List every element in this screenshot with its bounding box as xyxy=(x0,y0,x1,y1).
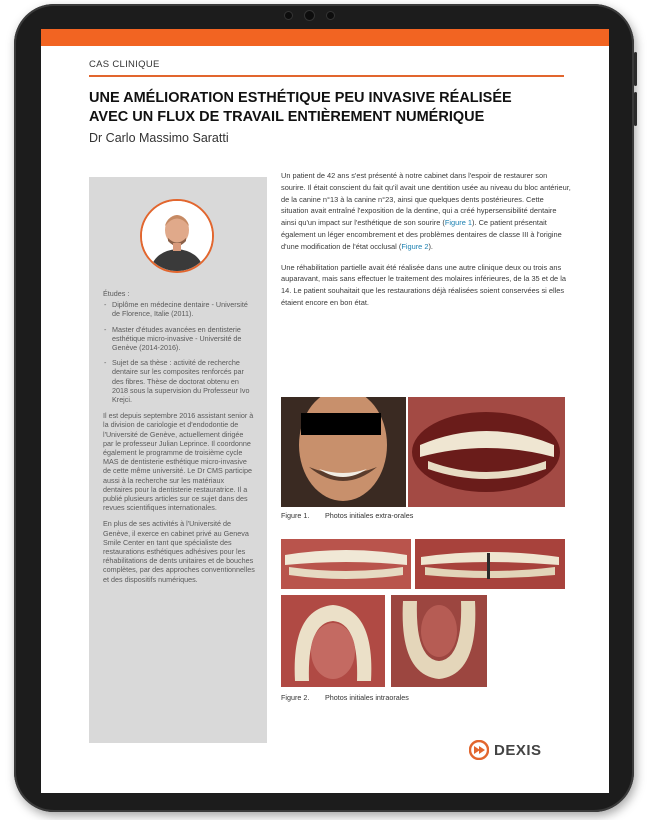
lower-arch-icon xyxy=(391,595,487,687)
figure-2-photo-upper-arch xyxy=(281,595,385,687)
dexis-logo-icon xyxy=(469,740,489,760)
lateral-teeth-icon xyxy=(415,539,565,589)
author-portrait-icon xyxy=(142,201,212,271)
article-title xyxy=(89,89,589,127)
figure-2-photo-frontal xyxy=(281,539,411,589)
volume-up-button[interactable] xyxy=(634,52,637,86)
title-line-1: UNE AMÉLIORATION ESTHÉTIQUE PEU INVASIVE RÉALISÉE xyxy=(89,90,512,106)
body-paragraph-2: Une réhabilitation partielle avait été réalisée dans une autre clinique deux ou trois ans auparavant, mais sans effectuer le traitement des molaires inférieures, de la 35 et de la 14. Le patient souhaitait que les restaurations déjà réalisées soient conservées si elles étaient encore en bon état. xyxy=(281,262,566,307)
front-sensor xyxy=(326,11,335,20)
figure-1-caption xyxy=(281,511,413,520)
studies-list xyxy=(103,300,255,404)
body-text-run: ). xyxy=(428,241,433,251)
figure-1-photo-face xyxy=(281,397,406,507)
volume-down-button[interactable] xyxy=(634,92,637,126)
author-avatar xyxy=(140,199,214,273)
body-text-run: Un patient de 42 ans s'est présenté à notre cabinet dans l'espoir de restaurer son sourire. Il était conscient du fait qu'il avait une dentition usée au niveau du bloc antérieur, de la canine n°13 à la canine n°23, ainsi que quelques dents postérieures. Cette situation avait entraîné l'exposition de la dentine, qui a créé hypersensibilité dentaire ainsi qu'un impact sur l'esthétique de son sourire ( xyxy=(281,171,571,228)
dexis-logo-text: DEXIS xyxy=(494,741,542,759)
body-text-run: ). Ce patient présentait également un léger encombrement et des problèmes dentaires de classe III à l'origine d'une modification de l'état occlusal ( xyxy=(281,218,562,251)
upper-arch-icon xyxy=(281,595,385,687)
figure-1-number: Figure 1. xyxy=(281,511,310,520)
figure-2-caption-text: Photos initiales intraorales xyxy=(325,693,409,702)
author-bio xyxy=(103,289,255,591)
studies-item: - Diplôme en médecine dentaire - Université de Florence, Italie (2011). xyxy=(112,300,255,318)
dexis-logo xyxy=(469,740,542,760)
header-accent-bar xyxy=(41,29,609,46)
bio-paragraph: En plus de ses activités à l'Université de Genève, il exerce en cabinet privé au Geneva Smile Center en tant que spécialiste des restaurations esthétiques adhésives pour les réhabilitations de dents unitaires et de bouches complètes, par des approches conventionnelles et des dispositifs numériques. xyxy=(103,519,255,584)
document-page xyxy=(41,29,609,793)
section-divider xyxy=(89,75,564,77)
article-author: Dr Carlo Massimo Saratti xyxy=(89,131,229,145)
figure-1-photo-smile xyxy=(408,397,565,507)
studies-item: - Sujet de sa thèse : activité de recherche dentaire sur les composites renforcés par des fibres. Thèse de doctorat obtenu en 2018 sous la supervision du Professeur Ivo Krejci. xyxy=(112,358,255,404)
figure-2-link[interactable]: Figure 2 xyxy=(401,241,429,251)
figure-1-link[interactable]: Figure 1 xyxy=(444,218,472,228)
figure-2-number: Figure 2. xyxy=(281,693,310,702)
studies-label: Études : xyxy=(103,289,130,298)
section-label: CAS CLINIQUE xyxy=(89,59,160,70)
body-paragraph-1 xyxy=(281,170,571,253)
frontal-teeth-icon xyxy=(281,539,411,589)
figure-1-caption-text: Photos initiales extra-orales xyxy=(325,511,414,520)
author-sidebar xyxy=(89,177,267,743)
front-camera-lens xyxy=(304,10,315,21)
bio-paragraph: Il est depuis septembre 2016 assistant senior à la division de cariologie et d'endodontie de l'Université de Genève, actuellement dirigée par le professeur Julian Leprince. Il coordonne également le programme de troisième cycle MAS de dentisterie esthétique micro-invasive de cette même université. Le Dr CMS participe aussi à la recherche sur les matériaux dentaires pour la dentisterie restauratrice. Il a publié plusieurs articles sur ce sujet dans des revues scientifiques internationales. xyxy=(103,411,254,513)
face-photo-icon xyxy=(281,397,406,507)
studies-item: - Master d'études avancées en dentisterie esthétique micro-invasive - Université de Genève (2014-2016). xyxy=(112,325,255,353)
figure-2-caption xyxy=(281,693,409,702)
title-line-2: AVEC UN FLUX DE TRAVAIL ENTIÈREMENT NUMÉRIQUE xyxy=(89,109,485,125)
figure-2-photo-lower-arch xyxy=(391,595,487,687)
article-body xyxy=(281,170,571,318)
front-camera xyxy=(284,11,293,20)
smile-closeup-icon xyxy=(408,397,565,507)
figure-2-photo-lateral xyxy=(415,539,565,589)
